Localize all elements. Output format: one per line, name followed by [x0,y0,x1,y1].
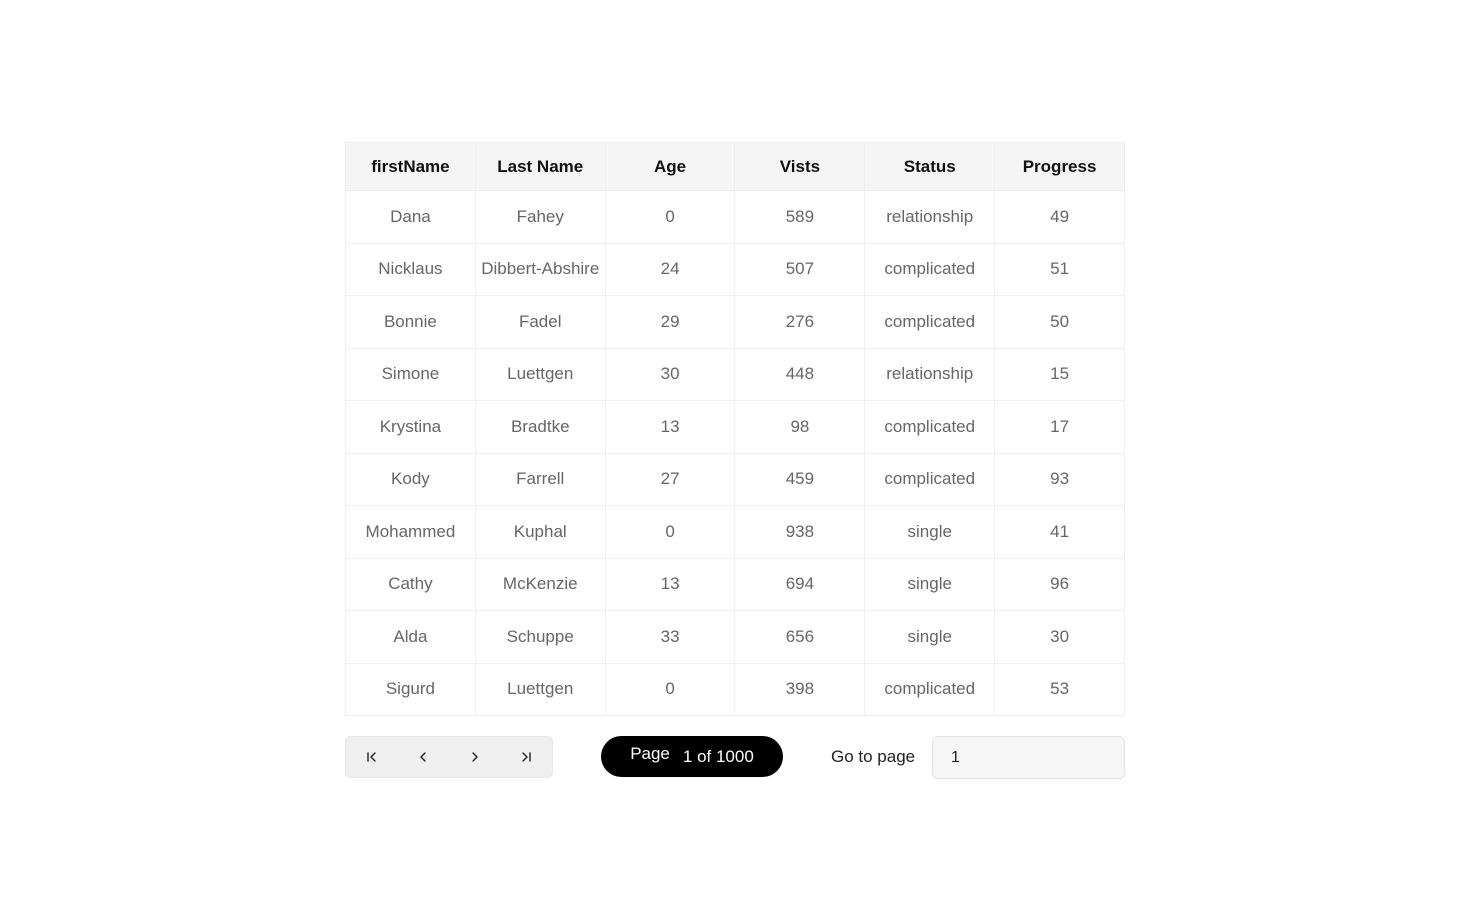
column-header-age[interactable]: Age [605,143,735,191]
cell-status: single [865,506,995,559]
cell-lastname: Bradtke [475,401,605,454]
table-row[interactable] [346,506,1125,559]
cell-lastname: Luettgen [475,348,605,401]
cell-age: 29 [605,296,735,349]
cell-visits: 448 [735,348,865,401]
pagination-nav-group [345,736,553,778]
cell-age: 30 [605,348,735,401]
cell-visits: 938 [735,506,865,559]
cell-age: 0 [605,506,735,559]
cell-age: 0 [605,663,735,716]
cell-firstname: Simone [346,348,476,401]
table-row[interactable] [346,191,1125,244]
cell-progress: 30 [995,611,1125,664]
cell-progress: 17 [995,401,1125,454]
cell-visits: 459 [735,453,865,506]
cell-status: complicated [865,296,995,349]
cell-firstname: Dana [346,191,476,244]
last-page-button[interactable] [501,737,553,777]
table-row[interactable] [346,453,1125,506]
page-indicator [601,736,783,777]
cell-progress: 49 [995,191,1125,244]
column-header-lastname[interactable]: Last Name [475,143,605,191]
cell-visits: 694 [735,558,865,611]
cell-lastname: Dibbert-Abshire [475,243,605,296]
last-page-icon [519,750,533,764]
table-row[interactable] [346,611,1125,664]
first-page-button[interactable] [346,737,398,777]
cell-age: 13 [605,558,735,611]
cell-visits: 507 [735,243,865,296]
cell-lastname: Fadel [475,296,605,349]
table-row[interactable] [346,663,1125,716]
table-row[interactable] [346,401,1125,454]
cell-visits: 656 [735,611,865,664]
cell-lastname: Luettgen [475,663,605,716]
cell-lastname: McKenzie [475,558,605,611]
cell-progress: 50 [995,296,1125,349]
cell-firstname: Mohammed [346,506,476,559]
cell-firstname: Sigurd [346,663,476,716]
cell-lastname: Fahey [475,191,605,244]
cell-age: 33 [605,611,735,664]
goto-page-label: Go to page [831,747,916,766]
previous-page-button[interactable] [398,737,450,777]
cell-visits: 398 [735,663,865,716]
column-header-visits[interactable]: Vists [735,143,865,191]
cell-firstname: Kody [346,453,476,506]
chevron-left-icon [416,750,430,764]
cell-progress: 15 [995,348,1125,401]
pagination-bar [345,736,1125,778]
cell-age: 27 [605,453,735,506]
cell-status: relationship [865,348,995,401]
cell-firstname: Bonnie [346,296,476,349]
cell-status: complicated [865,453,995,506]
cell-firstname: Nicklaus [346,243,476,296]
cell-status: relationship [865,191,995,244]
cell-age: 24 [605,243,735,296]
cell-progress: 53 [995,663,1125,716]
cell-status: complicated [865,401,995,454]
cell-visits: 98 [735,401,865,454]
cell-lastname: Farrell [475,453,605,506]
cell-lastname: Schuppe [475,611,605,664]
table-row[interactable] [346,243,1125,296]
data-table [345,142,1125,716]
cell-firstname: Cathy [346,558,476,611]
table-row[interactable] [346,348,1125,401]
cell-status: single [865,611,995,664]
cell-progress: 96 [995,558,1125,611]
page-label: Page [630,743,670,763]
goto-page-input[interactable] [932,736,1125,779]
cell-progress: 93 [995,453,1125,506]
cell-age: 0 [605,191,735,244]
cell-firstname: Krystina [346,401,476,454]
table-body [346,191,1125,716]
cell-status: complicated [865,243,995,296]
column-header-status[interactable]: Status [865,143,995,191]
page-status: 1 of 1000 [682,746,754,766]
cell-status: complicated [865,663,995,716]
cell-lastname: Kuphal [475,506,605,559]
column-header-firstname[interactable]: firstName [346,143,476,191]
column-header-progress[interactable]: Progress [995,143,1125,191]
cell-progress: 41 [995,506,1125,559]
table-row[interactable] [346,296,1125,349]
first-page-icon [365,750,379,764]
header-row [346,143,1125,191]
cell-status: single [865,558,995,611]
cell-firstname: Alda [346,611,476,664]
chevron-right-icon [468,750,482,764]
cell-age: 13 [605,401,735,454]
cell-visits: 276 [735,296,865,349]
cell-visits: 589 [735,191,865,244]
table-container [345,142,1125,778]
cell-progress: 51 [995,243,1125,296]
table-row[interactable] [346,558,1125,611]
next-page-button[interactable] [449,737,501,777]
